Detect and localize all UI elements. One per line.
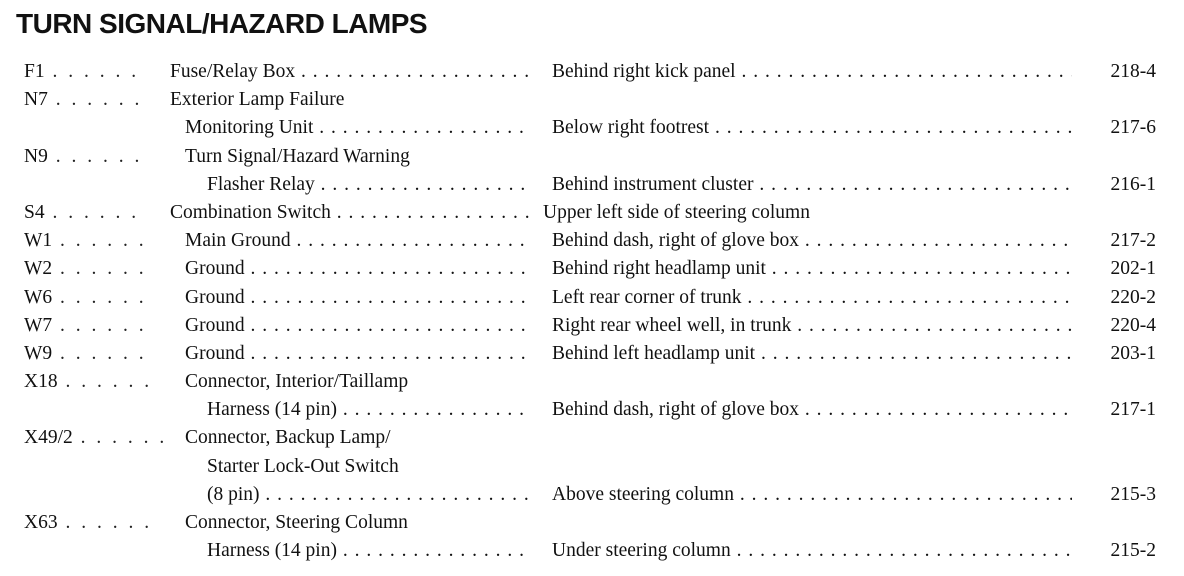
page-reference: 217-6 — [1110, 117, 1156, 139]
page-reference: 215-3 — [1110, 483, 1156, 505]
page-reference: 220-2 — [1110, 286, 1156, 308]
component-code: W1 . . . . . . — [24, 230, 147, 252]
component-location: Behind dash, right of glove box . . . — [552, 396, 1072, 424]
component-location: Behind right kick panel . . . — [552, 58, 1072, 86]
table-row — [0, 368, 1184, 424]
component-description: Connector, Backup Lamp/ — [185, 427, 391, 449]
component-code: W6 . . . . . . — [24, 286, 147, 308]
component-location: Behind instrument cluster . . . — [552, 171, 1072, 199]
row-line — [0, 199, 1184, 227]
component-description: Main Ground . . . — [185, 227, 530, 255]
row-line — [0, 255, 1184, 283]
component-code: X18 . . . . . . — [24, 371, 153, 393]
page-reference: 217-1 — [1110, 399, 1156, 421]
code-leader-dots: . . . . . . — [47, 89, 143, 111]
component-code: W9 . . . . . . — [24, 342, 147, 364]
component-description: Flasher Relay . . . — [207, 171, 530, 199]
page-reference: 217-2 — [1110, 230, 1156, 252]
page-reference: 220-4 — [1110, 314, 1156, 336]
row-line — [0, 312, 1184, 340]
code-leader-dots: . . . . . . — [52, 258, 147, 280]
component-description: Ground . . . — [185, 284, 530, 312]
page-title: TURN SIGNAL/HAZARD LAMPS — [16, 8, 428, 39]
component-location: Right rear wheel well, in trunk . . . — [552, 312, 1072, 340]
component-location: Behind right headlamp unit . . . — [552, 255, 1072, 283]
row-line — [0, 424, 1184, 452]
row-line — [0, 143, 1184, 171]
row-line — [0, 58, 1184, 86]
component-code: W7 . . . . . . — [24, 314, 147, 336]
component-description: Combination Switch . . . — [170, 199, 530, 227]
table-row — [0, 284, 1184, 312]
component-location: Behind left headlamp unit . . . — [552, 340, 1072, 368]
component-code: X49/2 . . . . . . — [24, 427, 168, 449]
component-description: Connector, Interior/Taillamp — [185, 371, 409, 393]
code-leader-dots: . . . . . . — [52, 286, 147, 308]
component-description: Ground . . . — [185, 255, 530, 283]
page-reference: 216-1 — [1110, 173, 1156, 195]
component-description: Harness (14 pin) . . . — [207, 396, 530, 424]
row-line — [0, 227, 1184, 255]
component-code: S4 . . . . . . — [24, 201, 140, 223]
component-description: (8 pin) . . . — [207, 481, 530, 509]
code-leader-dots: . . . . . . — [44, 201, 140, 223]
table-row — [0, 199, 1184, 227]
component-description: Ground . . . — [185, 312, 530, 340]
code-leader-dots: . . . . . . — [52, 342, 147, 364]
page-reference: 218-4 — [1110, 61, 1156, 82]
row-line — [0, 171, 1184, 199]
row-line — [0, 453, 1184, 481]
component-location: Upper left side of steering column — [543, 201, 810, 223]
component-code: X63 . . . . . . — [24, 512, 153, 533]
component-location: Left rear corner of trunk . . . — [552, 284, 1072, 312]
code-leader-dots: . . . . . . — [44, 61, 140, 82]
table-row — [0, 509, 1184, 565]
code-leader-dots: . . . . . . — [57, 371, 153, 393]
code-leader-dots: . . . . . . — [52, 314, 147, 336]
code-leader-dots: . . . . . . — [57, 512, 153, 533]
table-row — [0, 340, 1184, 368]
row-line — [0, 509, 1184, 537]
component-description: Harness (14 pin) . . . — [207, 537, 530, 565]
row-line — [0, 86, 1184, 114]
component-code: N7 . . . . . . — [24, 89, 143, 111]
component-location: Above steering column . . . — [552, 481, 1072, 509]
code-leader-dots: . . . . . . — [72, 427, 168, 449]
component-description: Turn Signal/Hazard Warning — [185, 145, 410, 167]
component-description: Starter Lock-Out Switch — [207, 455, 399, 477]
component-code: N9 . . . . . . — [24, 145, 143, 167]
page-reference: 202-1 — [1110, 258, 1156, 280]
component-code: F1 . . . . . . — [24, 61, 140, 82]
code-leader-dots: . . . . . . — [52, 230, 147, 252]
table-row — [0, 227, 1184, 255]
row-line — [0, 396, 1184, 424]
component-location: Behind dash, right of glove box . . . — [552, 227, 1072, 255]
row-line — [0, 537, 1184, 565]
table-row — [0, 58, 1184, 86]
component-code: W2 . . . . . . — [24, 258, 147, 280]
component-description: Exterior Lamp Failure — [170, 89, 345, 111]
table-row — [0, 424, 1184, 509]
code-leader-dots: . . . . . . — [47, 145, 143, 167]
component-location: Below right footrest . . . — [552, 114, 1072, 142]
page-reference: 215-2 — [1110, 540, 1156, 562]
table-row — [0, 86, 1184, 142]
component-description: Ground . . . — [185, 340, 530, 368]
row-line — [0, 114, 1184, 142]
row-line — [0, 284, 1184, 312]
component-location: Under steering column . . . — [552, 537, 1072, 565]
row-line — [0, 368, 1184, 396]
row-line — [0, 481, 1184, 509]
table-row — [0, 255, 1184, 283]
table-row — [0, 143, 1184, 199]
component-location-table — [0, 58, 1184, 565]
row-line — [0, 340, 1184, 368]
component-description: Monitoring Unit . . . — [185, 114, 530, 142]
component-description: Connector, Steering Column — [185, 512, 408, 533]
page-reference: 203-1 — [1110, 342, 1156, 364]
component-description: Fuse/Relay Box . . . — [170, 58, 530, 86]
table-row — [0, 312, 1184, 340]
